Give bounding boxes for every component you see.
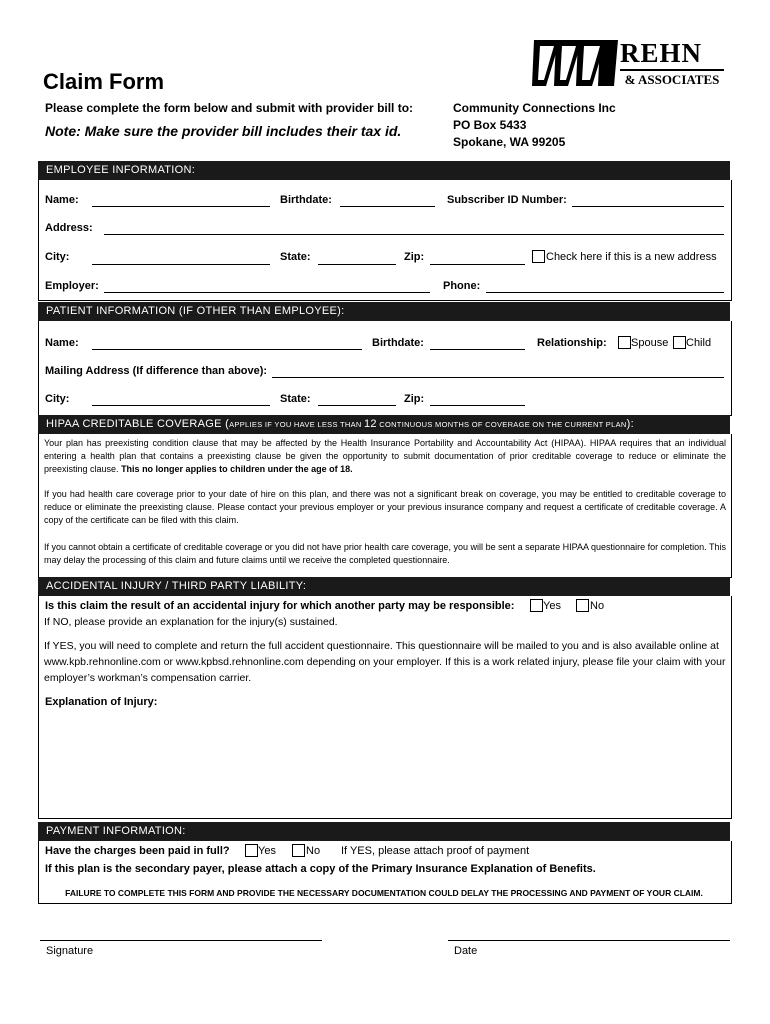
employee-zip-field[interactable]	[430, 264, 525, 265]
employee-name-label: Name:	[45, 194, 79, 206]
accident-section-header: ACCIDENTAL INJURY / THIRD PARTY LIABILITY:	[38, 577, 730, 596]
proof-of-payment-text: If YES, please attach proof of payment	[341, 845, 530, 857]
mailing-address-label: Mailing Address (If difference than above):	[45, 365, 268, 377]
patient-city-label: City:	[45, 393, 70, 405]
rehn-monogram-icon	[530, 38, 618, 88]
child-label: Child	[686, 337, 712, 349]
mailing-address-field[interactable]	[272, 377, 724, 378]
patient-zip-field[interactable]	[430, 405, 525, 406]
patient-name-field[interactable]	[92, 349, 362, 350]
patient-birthdate-label: Birthdate:	[372, 337, 424, 349]
hipaa-paragraph-1	[44, 437, 726, 476]
patient-state-field[interactable]	[318, 405, 396, 406]
hipaa-paragraph-3: If you cannot obtain a certificate of creditable coverage or you did not have prior health care coverage, you will be sent a separate HIPAA questionnaire for completion. This may delay the processing of this claim and future claims until we receive the completed questionnaire.	[44, 542, 726, 565]
accident-no-label: No	[590, 600, 605, 612]
date-line[interactable]	[448, 940, 730, 941]
signature-label: Signature	[46, 945, 94, 957]
patient-state-label: State:	[280, 393, 311, 405]
new-address-checkbox[interactable]	[532, 250, 545, 263]
patient-zip-label: Zip:	[404, 393, 425, 405]
payment-section-header: PAYMENT INFORMATION:	[38, 822, 730, 841]
employee-zip-label: Zip:	[404, 251, 425, 263]
accident-no-checkbox[interactable]	[576, 599, 589, 612]
hipaa-paragraph-2: If you had health care coverage prior to your date of hire on this plan, and there was not a significant break on coverage, you may be entitled to creditable coverage to reduce or eliminate the preexisting clause. Please contact your previous employer or your previous insurance company and request a certificate of creditable coverage. A copy of the certificate can be filed with this claim.	[44, 489, 726, 525]
patient-birthdate-field[interactable]	[430, 349, 525, 350]
rehn-logo	[530, 38, 725, 88]
employee-birthdate-label: Birthdate:	[280, 194, 332, 206]
address-line-1: Community Connections Inc	[453, 101, 616, 115]
date-label: Date	[454, 945, 478, 957]
accident-yes-label: Yes	[543, 600, 561, 612]
address-line-3: Spokane, WA 99205	[453, 135, 566, 149]
subscriber-id-field[interactable]	[572, 206, 724, 207]
child-checkbox[interactable]	[673, 336, 686, 349]
failure-warning: FAILURE TO COMPLETE THIS FORM AND PROVIDE THE NECESSARY DOCUMENTATION COULD DELAY THE PROCESSING AND PAYMENT OF YOUR CLAIM.	[65, 888, 703, 898]
paid-in-full-question: Have the charges been paid in full?	[45, 845, 230, 857]
paid-no-checkbox[interactable]	[292, 844, 305, 857]
employee-phone-field[interactable]	[486, 292, 724, 293]
mailing-address	[453, 100, 616, 151]
employee-city-field[interactable]	[92, 264, 270, 265]
hipaa-p1-bold: This no longer applies to children under the age of 18.	[121, 464, 353, 474]
tax-id-note: Note: Make sure the provider bill includes their tax id.	[45, 123, 402, 139]
secondary-payer-text: If this plan is the secondary payer, please attach a copy of the Primary Insurance Explanation of Benefits.	[45, 863, 596, 875]
hipaa-section-header	[38, 415, 730, 434]
spouse-checkbox[interactable]	[618, 336, 631, 349]
employer-field[interactable]	[104, 292, 430, 293]
hipaa-heading-end: ):	[626, 418, 634, 430]
accident-if-no-text: If NO, please provide an explanation for the injury(s) sustained.	[44, 616, 338, 628]
paid-yes-checkbox[interactable]	[245, 844, 258, 857]
employee-name-field[interactable]	[92, 206, 270, 207]
submit-instructions: Please complete the form below and submit with provider bill to:	[45, 101, 414, 115]
paid-no-label: No	[306, 845, 321, 857]
hipaa-heading-main: HIPAA CREDITABLE COVERAGE (	[46, 418, 230, 430]
employee-city-label: City:	[45, 251, 70, 263]
employee-state-label: State:	[280, 251, 311, 263]
spouse-label: Spouse	[631, 337, 669, 349]
paid-yes-label: Yes	[258, 845, 276, 857]
logo-associates-text: & ASSOCIATES	[620, 69, 724, 88]
hipaa-p1-text: Your plan has preexisting condition clause that may be affected by the Health Insurance Portability and Accountability Act (HIPAA). HIPAA requires that an individual entering a health plan that contains a preexisting clause be given the opportunity to submit documentation of prior creditable coverage to reduce or eliminate the preexisting clause.	[44, 438, 726, 474]
employee-section-box	[38, 180, 732, 301]
address-line-2: PO Box 5433	[453, 118, 527, 132]
accident-yes-checkbox[interactable]	[530, 599, 543, 612]
explanation-field[interactable]	[44, 712, 724, 812]
explanation-label: Explanation of Injury:	[45, 696, 158, 708]
hipaa-heading-small-2: CONTINUOUS MONTHS OF COVERAGE ON THE CURRENT PLAN	[376, 420, 627, 429]
accident-if-yes-text: If YES, you will need to complete and return the full accident questionnaire. This questionnaire will be mailed to you and is also available online at www.kpb.rehnonline.com or www.kpbsd.rehnonline.com depending on your employer. If this is a work related injury, please file your claim with your employer’s workman’s compensation carrier.	[44, 640, 726, 684]
new-address-label: Check here if this is a new address	[546, 251, 717, 263]
patient-city-field[interactable]	[92, 405, 270, 406]
signature-line[interactable]	[40, 940, 322, 941]
subscriber-id-label: Subscriber ID Number:	[447, 194, 567, 206]
employee-phone-label: Phone:	[443, 280, 481, 292]
hipaa-heading-number: 12	[364, 418, 377, 430]
employee-address-field[interactable]	[104, 234, 724, 235]
patient-section-header: PATIENT INFORMATION (IF OTHER THAN EMPLOYEE):	[38, 302, 730, 321]
page-title: Claim Form	[43, 69, 165, 94]
employee-section-header: EMPLOYEE INFORMATION:	[38, 161, 730, 180]
patient-name-label: Name:	[45, 337, 79, 349]
employer-label: Employer:	[45, 280, 99, 292]
employee-birthdate-field[interactable]	[340, 206, 435, 207]
accident-question: Is this claim the result of an accidental injury for which another party may be responsible:	[45, 600, 515, 612]
employee-address-label: Address:	[45, 222, 93, 234]
hipaa-heading-small-1: APPLIES IF YOU HAVE LESS THAN	[229, 420, 365, 429]
employee-state-field[interactable]	[318, 264, 396, 265]
relationship-label: Relationship:	[537, 337, 607, 349]
logo-rehn-text: REHN	[620, 38, 703, 68]
